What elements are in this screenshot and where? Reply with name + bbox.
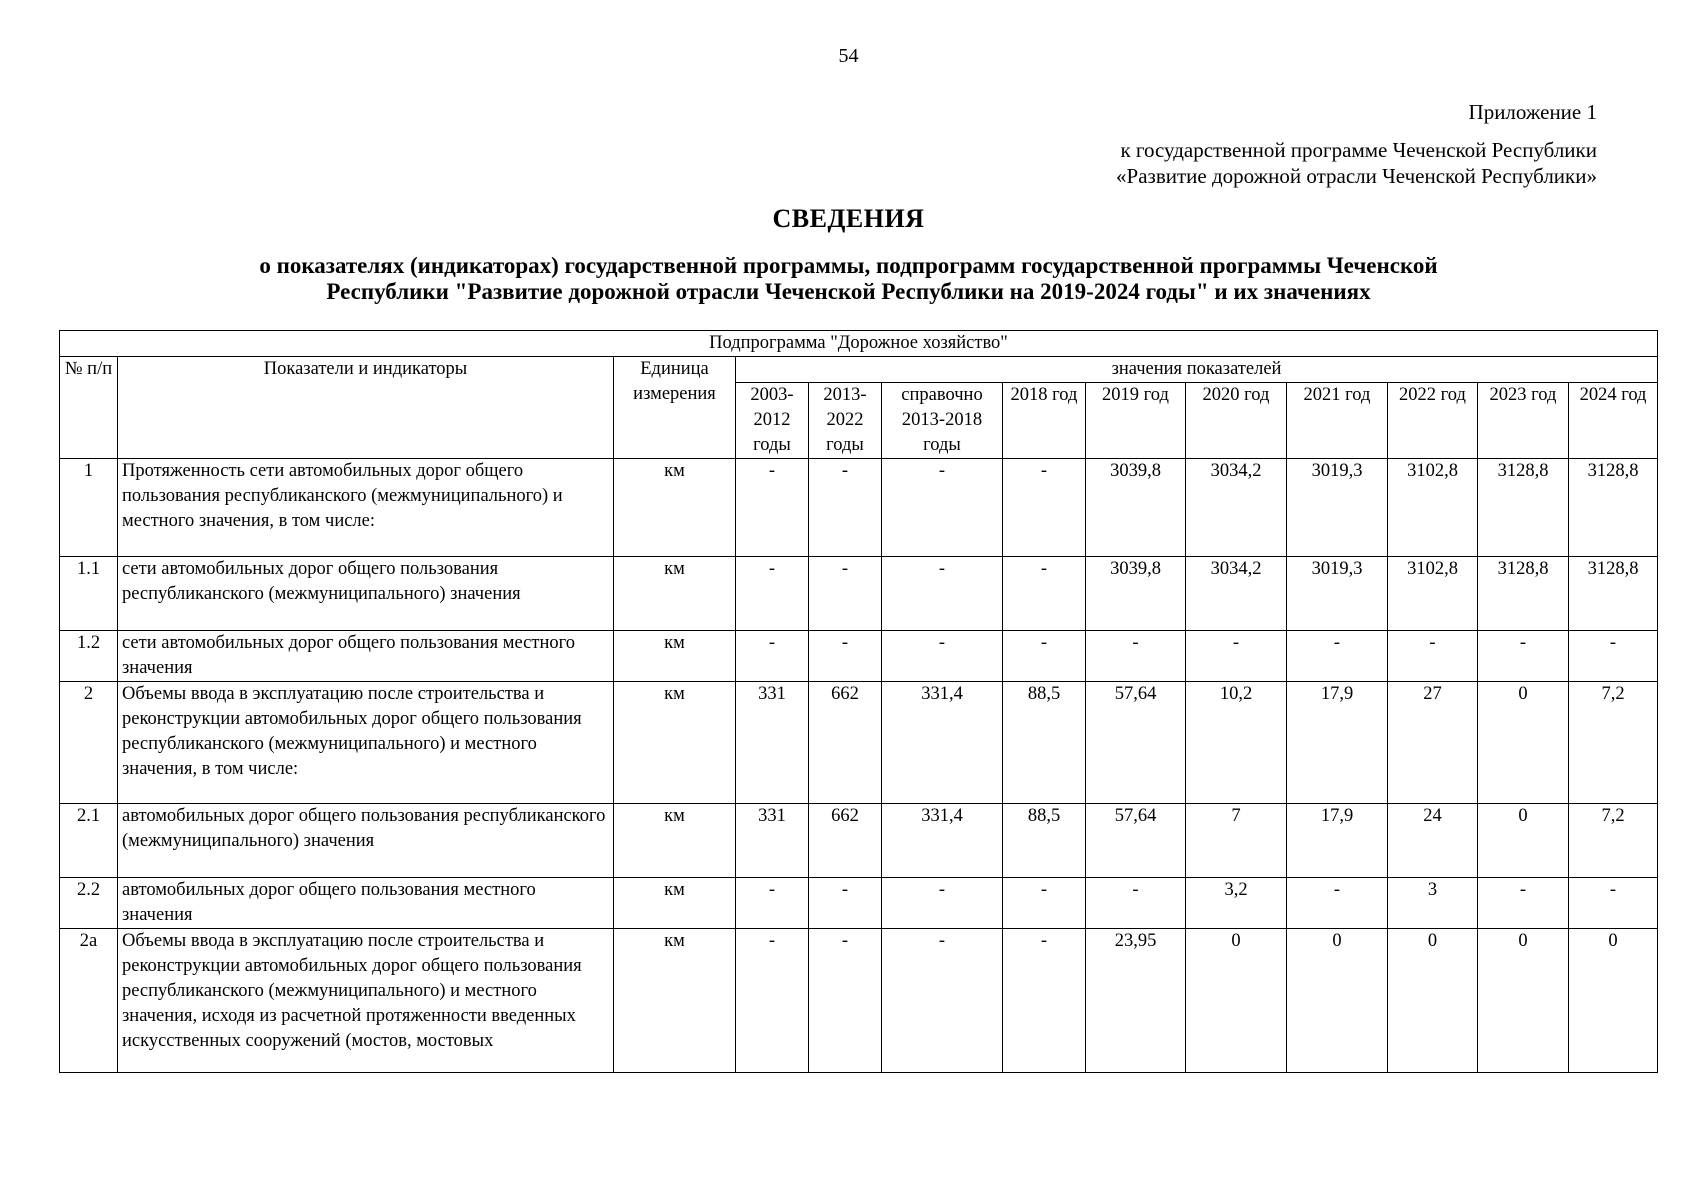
unit-cell: км xyxy=(614,682,736,804)
value-cell: - xyxy=(1478,631,1569,682)
value-cell: 17,9 xyxy=(1287,804,1388,878)
value-cell: 88,5 xyxy=(1003,804,1086,878)
value-cell: 3102,8 xyxy=(1388,557,1478,631)
value-cell: - xyxy=(882,929,1003,1073)
value-cell: 24 xyxy=(1388,804,1478,878)
value-cell: - xyxy=(1086,631,1186,682)
value-cell: 662 xyxy=(809,682,882,804)
value-cell: 7 xyxy=(1186,804,1287,878)
indicator-name: автомобильных дорог общего пользования местного значения xyxy=(118,878,614,929)
row-number: 1 xyxy=(60,459,118,557)
value-cell: 88,5 xyxy=(1003,682,1086,804)
value-cell: - xyxy=(1003,929,1086,1073)
indicators-table xyxy=(59,330,1658,1073)
value-cell: - xyxy=(736,631,809,682)
value-cell: 331,4 xyxy=(882,804,1003,878)
value-cell: - xyxy=(882,459,1003,557)
year-header: 2020 год xyxy=(1186,383,1287,459)
year-header: справочно 2013-2018 годы xyxy=(882,383,1003,459)
value-cell: - xyxy=(1003,459,1086,557)
value-cell: - xyxy=(1569,631,1658,682)
table-row xyxy=(60,929,1658,1073)
value-cell: 0 xyxy=(1388,929,1478,1073)
value-cell: 57,64 xyxy=(1086,804,1186,878)
appendix-title: Приложение 1 xyxy=(1468,100,1597,124)
document-subtitle-line-1: о показателях (индикаторах) государственной программы, подпрограмм государственной программы Чеченской xyxy=(259,253,1438,278)
document-title: СВЕДЕНИЯ xyxy=(772,204,925,233)
column-header-indicator: Показатели и индикаторы xyxy=(118,357,614,459)
value-cell: - xyxy=(809,878,882,929)
unit-cell: км xyxy=(614,878,736,929)
value-cell: 331 xyxy=(736,682,809,804)
value-cell: 0 xyxy=(1569,929,1658,1073)
table-row xyxy=(60,459,1658,557)
table-row xyxy=(60,557,1658,631)
value-cell: 7,2 xyxy=(1569,682,1658,804)
column-header-values: значения показателей xyxy=(736,357,1658,383)
value-cell: - xyxy=(736,878,809,929)
unit-cell: км xyxy=(614,929,736,1073)
year-header: 2018 год xyxy=(1003,383,1086,459)
indicator-name: сети автомобильных дорог общего пользования местного значения xyxy=(118,631,614,682)
column-header-number: № п/п xyxy=(60,357,118,459)
value-cell: 3034,2 xyxy=(1186,557,1287,631)
value-cell: 3128,8 xyxy=(1478,459,1569,557)
table-row xyxy=(60,631,1658,682)
indicator-name: Объемы ввода в эксплуатацию после строительства и реконструкции автомобильных дорог общего пользования республиканского (межмуниципального) и местного значения, исходя из расчетной протяженности введенных искусственных сооружений (мостов, мостовых xyxy=(118,929,614,1073)
value-cell: 10,2 xyxy=(1186,682,1287,804)
value-cell: 0 xyxy=(1186,929,1287,1073)
value-cell: - xyxy=(1003,557,1086,631)
value-cell: - xyxy=(1569,878,1658,929)
year-header: 2023 год xyxy=(1478,383,1569,459)
year-header: 2013-2022 годы xyxy=(809,383,882,459)
value-cell: - xyxy=(736,459,809,557)
value-cell: - xyxy=(882,631,1003,682)
subprogram-header: Подпрограмма "Дорожное хозяйство" xyxy=(60,331,1658,357)
value-cell: 662 xyxy=(809,804,882,878)
value-cell: 3039,8 xyxy=(1086,557,1186,631)
value-cell: 3128,8 xyxy=(1478,557,1569,631)
value-cell: - xyxy=(1003,631,1086,682)
row-number: 1.2 xyxy=(60,631,118,682)
row-number: 2.2 xyxy=(60,878,118,929)
appendix-reference-line-1: к государственной программе Чеченской Республики xyxy=(1120,138,1597,162)
value-cell: 3019,3 xyxy=(1287,557,1388,631)
value-cell: 331,4 xyxy=(882,682,1003,804)
row-number: 1.1 xyxy=(60,557,118,631)
value-cell: 3034,2 xyxy=(1186,459,1287,557)
indicator-name: автомобильных дорог общего пользования республиканского (межмуниципального) значения xyxy=(118,804,614,878)
value-cell: 0 xyxy=(1478,682,1569,804)
row-number: 2 xyxy=(60,682,118,804)
value-cell: 23,95 xyxy=(1086,929,1186,1073)
value-cell: 3128,8 xyxy=(1569,557,1658,631)
table-row xyxy=(60,804,1658,878)
value-cell: 3102,8 xyxy=(1388,459,1478,557)
table-body xyxy=(60,459,1658,1073)
value-cell: 0 xyxy=(1287,929,1388,1073)
value-cell: 17,9 xyxy=(1287,682,1388,804)
value-cell: 57,64 xyxy=(1086,682,1186,804)
row-number: 2.1 xyxy=(60,804,118,878)
value-cell: 3019,3 xyxy=(1287,459,1388,557)
column-header-unit: Единица измерения xyxy=(614,357,736,459)
unit-cell: км xyxy=(614,804,736,878)
year-header: 2024 год xyxy=(1569,383,1658,459)
value-cell: - xyxy=(1478,878,1569,929)
document-subtitle-line-2: Республики "Развитие дорожной отрасли Чеченской Республики на 2019-2024 годы" и их значениях xyxy=(326,279,1371,304)
value-cell: 27 xyxy=(1388,682,1478,804)
value-cell: - xyxy=(882,878,1003,929)
value-cell: - xyxy=(1086,878,1186,929)
table-row xyxy=(60,878,1658,929)
unit-cell: км xyxy=(614,631,736,682)
year-header: 2021 год xyxy=(1287,383,1388,459)
value-cell: 3039,8 xyxy=(1086,459,1186,557)
value-cell: - xyxy=(882,557,1003,631)
value-cell: - xyxy=(809,557,882,631)
document-subtitle xyxy=(0,253,1697,305)
value-cell: - xyxy=(809,929,882,1073)
value-cell: - xyxy=(1003,878,1086,929)
value-cell: - xyxy=(736,929,809,1073)
value-cell: 0 xyxy=(1478,804,1569,878)
appendix-reference xyxy=(1116,137,1597,189)
value-cell: 3 xyxy=(1388,878,1478,929)
year-header: 2003-2012 годы xyxy=(736,383,809,459)
page-number: 54 xyxy=(838,45,859,67)
value-cell: - xyxy=(1287,878,1388,929)
value-cell: - xyxy=(1388,631,1478,682)
indicator-name: сети автомобильных дорог общего пользования республиканского (межмуниципального) значения xyxy=(118,557,614,631)
indicator-name: Объемы ввода в эксплуатацию после строительства и реконструкции автомобильных дорог общего пользования республиканского (межмуниципального) и местного значения, в том числе: xyxy=(118,682,614,804)
appendix-reference-line-2: «Развитие дорожной отрасли Чеченской Республики» xyxy=(1116,164,1597,188)
value-cell: 7,2 xyxy=(1569,804,1658,878)
value-cell: 3128,8 xyxy=(1569,459,1658,557)
value-cell: 0 xyxy=(1478,929,1569,1073)
value-cell: - xyxy=(736,557,809,631)
indicator-name: Протяженность сети автомобильных дорог общего пользования республиканского (межмуниципального) и местного значения, в том числе: xyxy=(118,459,614,557)
year-header: 2019 год xyxy=(1086,383,1186,459)
value-cell: - xyxy=(1186,631,1287,682)
row-number: 2а xyxy=(60,929,118,1073)
unit-cell: км xyxy=(614,557,736,631)
year-header: 2022 год xyxy=(1388,383,1478,459)
value-cell: 331 xyxy=(736,804,809,878)
value-cell: - xyxy=(809,631,882,682)
unit-cell: км xyxy=(614,459,736,557)
table-row xyxy=(60,682,1658,804)
value-cell: - xyxy=(1287,631,1388,682)
value-cell: - xyxy=(809,459,882,557)
value-cell: 3,2 xyxy=(1186,878,1287,929)
